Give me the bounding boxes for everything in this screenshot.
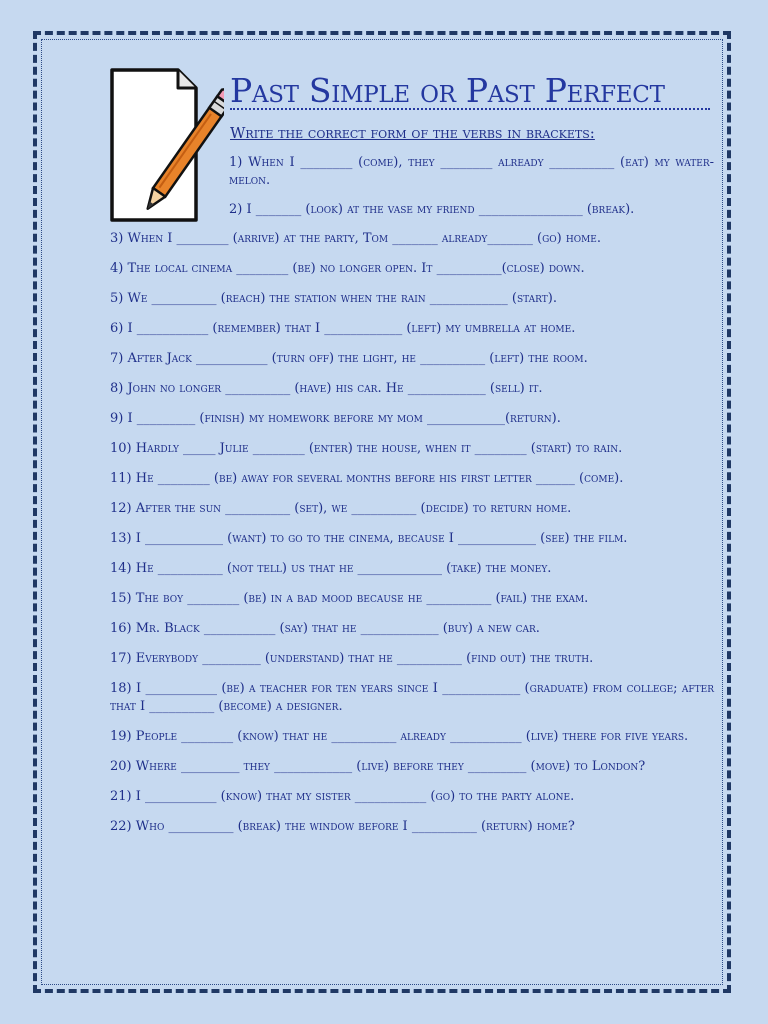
exercise-item-15: 15) The boy ________ (be) in a bad mood because he __________ (fail) the exam. [110,591,589,606]
exercise-item-20: 20) Where _________ they ____________ (live) before they _________ (move) to London? [110,759,646,774]
exercise-item-19: 19) People ________ (know) that he __________ already ___________ (live) there for five years. [110,729,689,744]
exercise-item-7: 7) After Jack ___________ (turn off) the light, he __________ (left) the room. [110,351,588,366]
exercise-item-8: 8) John no longer __________ (have) his car. He ____________ (sell) it. [110,381,543,396]
exercise-item-5: 5) We __________ (reach) the station when the rain ____________ (start). [110,291,557,306]
exercise-item-10: 10) Hardly _____ Julie ________ (enter) the house, when it ________ (start) to rain. [110,441,623,456]
exercise-item-9: 9) I _________ (finish) my homework before my mom ____________(return). [110,411,561,426]
exercise-item-2: 2) I _______ (look) at the vase my friend ________________ (break). [229,202,635,217]
exercise-item-18: 18) I ___________ (be) a teacher for ten years since I ____________ (graduate) from college; after that I __________ (become) a designer. [110,681,714,714]
exercise-item-16: 16) Mr. Black ___________ (say) that he ____________ (buy) a new car. [110,621,540,636]
exercise-item-17: 17) Everybody _________ (understand) that he __________ (find out) the truth. [110,651,594,666]
exercise-item-12: 12) After the sun __________ (set), we __________ (decide) to return home. [110,501,572,516]
exercise-item-1: 1) When I ________ (come), they ________ already __________ (eat) my water-melon. [229,155,714,188]
exercise-item-6: 6) I ___________ (remember) that I ____________ (left) my umbrella at home. [110,321,576,336]
exercise-item-13: 13) I ____________ (want) to go to the cinema, because I ____________ (see) the film. [110,531,628,546]
exercise-item-4: 4) The local cinema ________ (be) no longer open. It __________(close) down. [110,261,585,276]
exercise-item-21: 21) I ___________ (know) that my sister ___________ (go) to the party alone. [110,789,575,804]
exercise-item-3: 3) When I ________ (arrive) at the party, Tom _______ already_______ (go) home. [110,231,601,246]
exercise-item-11: 11) He ________ (be) away for several months before his first letter ______ (come). [110,471,624,486]
instruction-text: Write the correct form of the verbs in brackets: [230,124,595,142]
page-title: Past Simple or Past Perfect [230,72,720,110]
exercise-item-22: 22) Who __________ (break) the window before I __________ (return) home? [110,819,575,834]
exercise-list [110,154,714,836]
exercise-item-14: 14) He __________ (not tell) us that he _____________ (take) the money. [110,561,552,576]
